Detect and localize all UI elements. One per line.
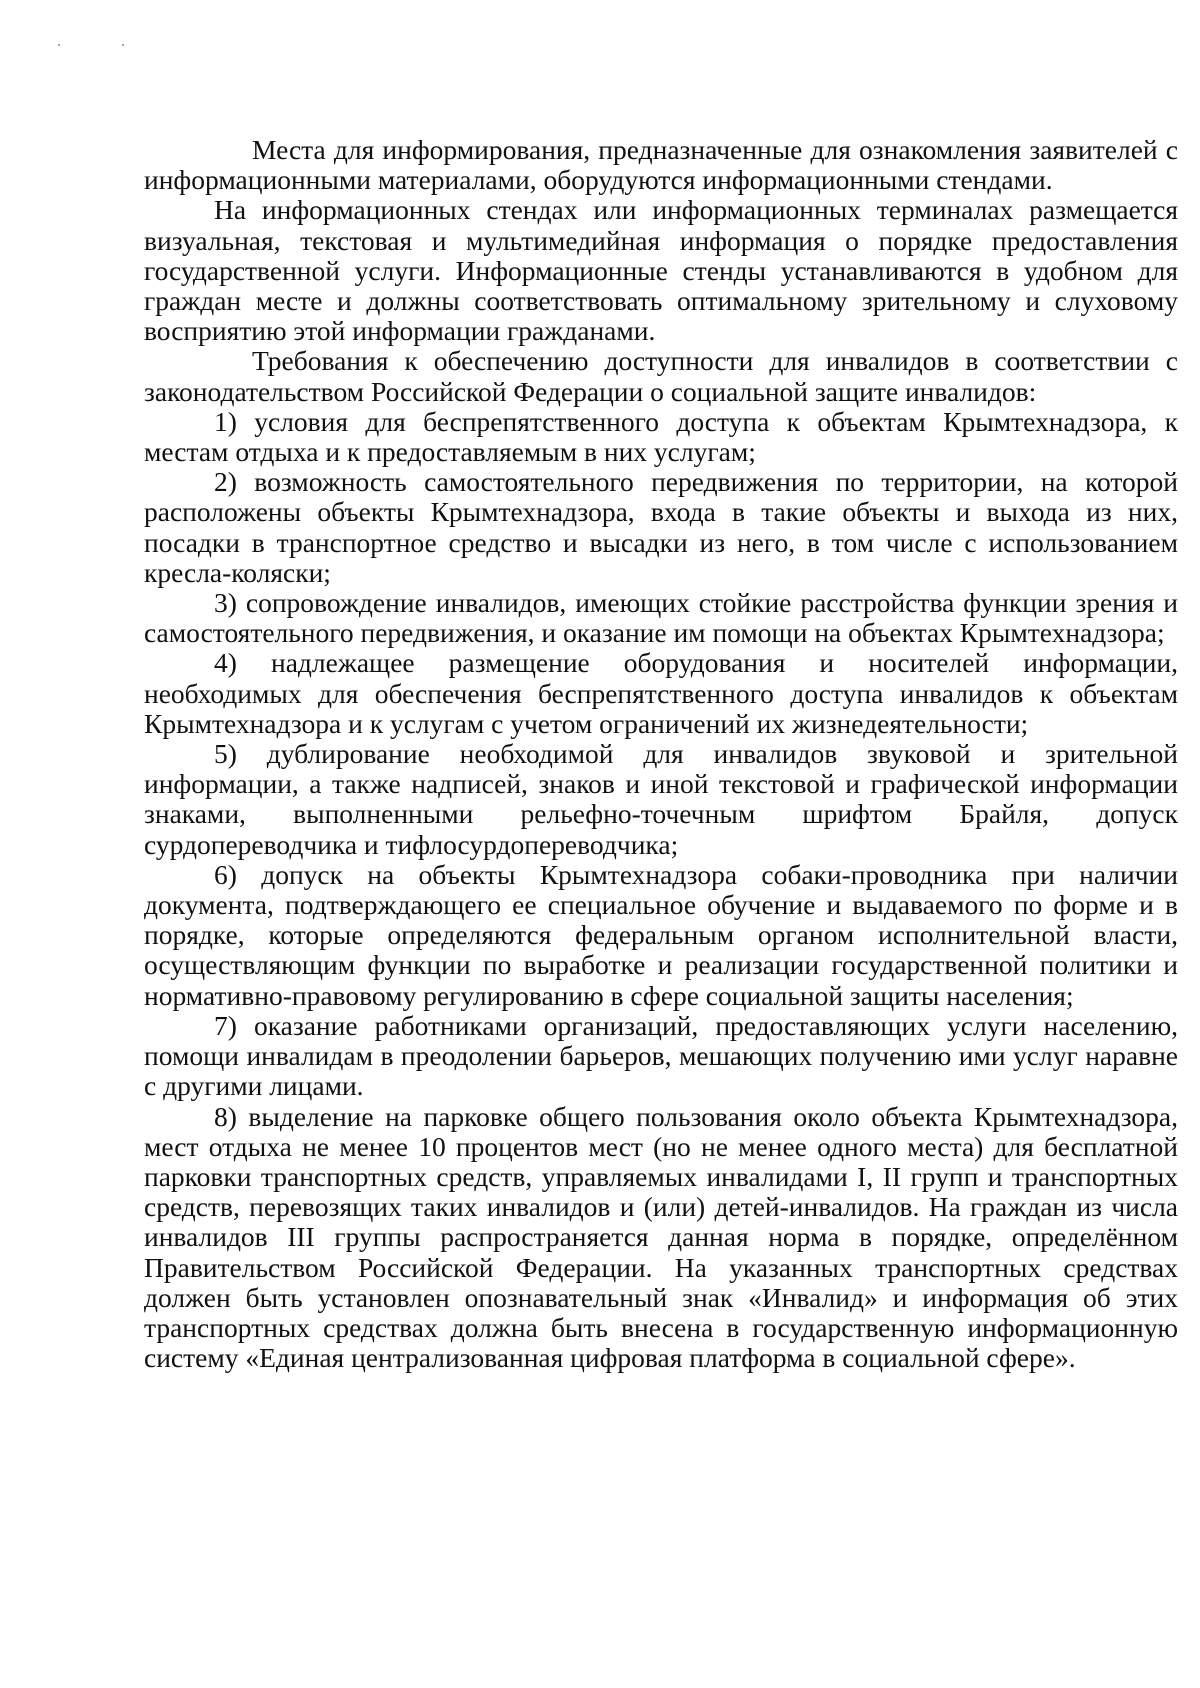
paragraph-info-stands: На информационных стендах или информационных терминалах размещается визуальная, текстовая и мультимедийная информация о порядке предоставления государственной услуги. Информационные стенды устанавливаются в удобном для граждан месте и должны соответствовать оптимальному зрительному и слуховому восприятию этой информации гражданами. <box>144 194 1178 347</box>
list-item-1: 1) условия для беспрепятственного доступа к объектам Крымтехнадзора, к местам отдыха и к предоставляемым в них услугам; <box>144 405 1178 468</box>
list-item-3: 3) сопровождение инвалидов, имеющих стойкие расстройства функции зрения и самостоятельного передвижения, и оказание им помощи на объектах Крымтехнадзора; <box>144 587 1178 649</box>
list-item-5: 5) дублирование необходимой для инвалидов звуковой и зрительной информации, а также надписей, знаков и иной текстовой и графической информации знаками, выполненными рельефно-точечным шрифтом Брайля, допуск сурдопереводчика и тифлосурдопереводчика; <box>144 738 1178 860</box>
scan-speck <box>58 44 60 46</box>
list-item-6: 6) допуск на объекты Крымтехнадзора собаки-проводника при наличии документа, подтверждающего ее специальное обучение и выдаваемого по форме и в порядке, которые определяются федеральным органом исполнительной власти, осуществляющим функции по выработке и реализации государственной политики и нормативно-правовому регулированию в сфере социальной защиты населения; <box>144 858 1178 1011</box>
list-item-7: 7) оказание работниками организаций, предоставляющих услуги населению, помощи инвалидам в преодолении барьеров, мешающих получению ими услуг наравне с другими лицами. <box>144 1009 1178 1102</box>
list-item-4: 4) надлежащее размещение оборудования и носителей информации, необходимых для обеспечения беспрепятственного доступа инвалидов к объектам Крымтехнадзора и к услугам с учетом ограничений их жизнедеятельности; <box>144 647 1178 739</box>
list-item-2: 2) возможность самостоятельного передвижения по территории, на которой расположены объекты Крымтехнадзора, входа в такие объекты и выхода из них, посадки в транспортное средство и высадки из него, в том числе с использованием кресла-коляски; <box>144 466 1178 588</box>
paragraph-accessibility-requirements: Требования к обеспечению доступности для инвалидов в соответствии с законодательством Российской Федерации о социальной защите инвалидов: <box>144 345 1178 407</box>
list-item-8: 8) выделение на парковке общего пользования около объекта Крымтехнадзора, мест отдыха не менее 10 процентов мест (но не менее одного места) для бесплатной парковки транспортных средств, управляемых инвалидами I, II групп и транспортных средств, перевозящих таких инвалидов и (или) детей-инвалидов. На граждан из числа инвалидов III группы распространяется данная норма в порядке, определённом Правительством Российской Федерации. На указанных транспортных средствах должен быть установлен опознавательный знак «Инвалид» и информация об этих транспортных средствах должна быть внесена в государственную информационную систему «Единая централизованная цифровая платформа в социальной сфере». <box>144 1100 1178 1374</box>
document-body <box>144 135 1178 1373</box>
paragraph-info-places: Места для информирования, предназначенные для ознакомления заявителей с информационными материалами, оборудуются информационными стендами. <box>144 134 1178 196</box>
scan-speck <box>122 44 124 46</box>
